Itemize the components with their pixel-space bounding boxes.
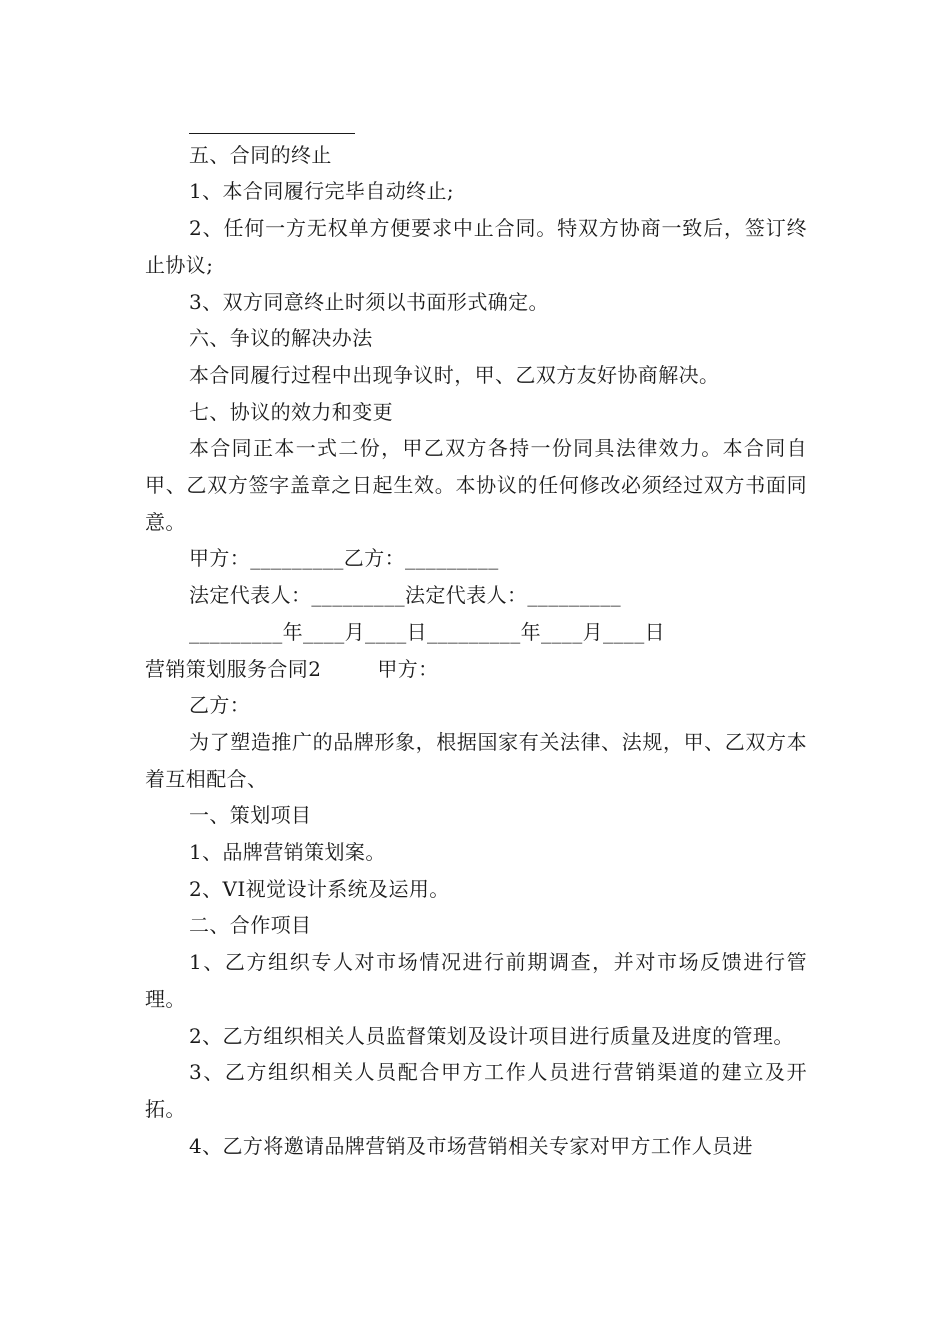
paragraph: 七、协议的效力和变更 xyxy=(189,399,393,424)
paragraph: 4、乙方将邀请品牌营销及市场营销相关专家对甲方工作人员进 xyxy=(189,1133,753,1158)
section-2 xyxy=(145,687,807,1164)
paragraph: 为了塑造推广的品牌形象，根据国家有关法律、法规，甲、乙双方本着互相配合、 xyxy=(145,729,807,791)
paragraph: 3、乙方组织相关人员配合甲方工作人员进行营销渠道的建立及开拓。 xyxy=(145,1060,807,1121)
contract-2-party-a: 甲方： xyxy=(377,656,439,681)
paragraph: 本合同履行过程中出现争议时，甲、乙双方友好协商解决。 xyxy=(189,362,720,387)
section-1 xyxy=(145,137,807,651)
paragraph: 1、品牌营销策划案。 xyxy=(189,840,386,865)
paragraph: 一、策划项目 xyxy=(189,803,312,828)
paragraph: 二、合作项目 xyxy=(189,913,312,938)
paragraph: 五、合同的终止 xyxy=(189,142,332,167)
signature-line-dates: _________年____月____日_________年____月____日 xyxy=(189,619,665,644)
paragraph: 乙方： xyxy=(189,693,251,718)
signature-line-representatives: 法定代表人：_________法定代表人：_________ xyxy=(189,583,621,608)
paragraph: 1、本合同履行完毕自动终止; xyxy=(189,179,455,204)
paragraph: 2、任何一方无权单方便要求中止合同。特双方协商一致后，签订终止协议; xyxy=(145,216,807,277)
blank-underline xyxy=(189,133,355,134)
paragraph: 本合同正本一式二份，甲乙双方各持一份同具法律效力。本合同自甲、乙双方签字盖章之日起生效。本协议的任何修改必须经过双方书面同意。 xyxy=(145,436,807,534)
contract-2-title-line xyxy=(145,651,807,688)
document-body xyxy=(145,100,807,1164)
paragraph: 3、双方同意终止时须以书面形式确定。 xyxy=(189,289,549,314)
contract-2-title: 营销策划服务合同2 xyxy=(145,656,322,681)
signature-line-parties: 甲方：_________乙方：_________ xyxy=(189,546,499,571)
paragraph: 2、乙方组织相关人员监督策划及设计项目进行质量及进度的管理。 xyxy=(189,1023,794,1048)
blank-line xyxy=(145,100,807,137)
paragraph: 2、VI视觉设计系统及运用。 xyxy=(189,876,450,901)
paragraph: 六、争议的解决办法 xyxy=(189,326,373,351)
paragraph: 1、乙方组织专人对市场情况进行前期调查，并对市场反馈进行管理。 xyxy=(145,950,807,1011)
